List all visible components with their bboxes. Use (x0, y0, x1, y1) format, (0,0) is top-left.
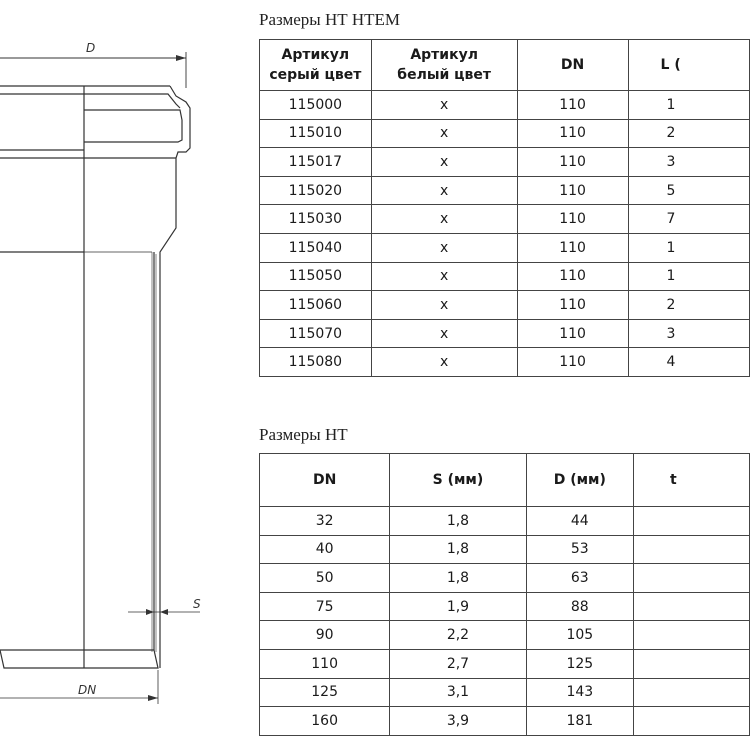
table2-cell: 1,8 (390, 564, 526, 593)
label-s: S (193, 597, 201, 611)
table1-cell: 110 (517, 348, 628, 377)
table1-cell: 110 (517, 262, 628, 291)
table-row (260, 205, 750, 234)
table1-cell: 1 (628, 262, 749, 291)
table1-header-l: L ( (628, 40, 749, 91)
table2-cell (633, 621, 749, 650)
table2-cell: 40 (260, 535, 390, 564)
table1-cell: x (371, 148, 517, 177)
table1-cell: 110 (517, 319, 628, 348)
table1-cell: 110 (517, 233, 628, 262)
pipe-drawing (0, 0, 250, 750)
table2-cell: 1,8 (390, 507, 526, 536)
table1-cell: 115050 (260, 262, 372, 291)
table-row (260, 564, 750, 593)
table1-cell: 115080 (260, 348, 372, 377)
table1-cell: x (371, 262, 517, 291)
table2-cell: 63 (526, 564, 633, 593)
table2-cell: 125 (260, 678, 390, 707)
table1-cell: x (371, 291, 517, 320)
table2-header-t: t (633, 454, 749, 507)
table2-cell: 53 (526, 535, 633, 564)
table2-cell: 105 (526, 621, 633, 650)
table2-cell: 3,1 (390, 678, 526, 707)
table2-cell (633, 507, 749, 536)
table-row (260, 535, 750, 564)
table-row (260, 176, 750, 205)
table1-cell: 115060 (260, 291, 372, 320)
table-row (260, 291, 750, 320)
table1-cell: x (371, 119, 517, 148)
table1-header-white-article: Артикул белый цвет (371, 40, 517, 91)
table1-cell: x (371, 348, 517, 377)
table1-cell: 115040 (260, 233, 372, 262)
table1-cell: 5 (628, 176, 749, 205)
table1-cell: x (371, 319, 517, 348)
table-row (260, 148, 750, 177)
table2-header-s: S (мм) (390, 454, 526, 507)
table2-caption: Размеры НТ (259, 425, 348, 444)
table1-cell: x (371, 205, 517, 234)
table-row (260, 707, 750, 736)
table1-cell: x (371, 233, 517, 262)
table-row (260, 592, 750, 621)
table1-header-dn: DN (517, 40, 628, 91)
table2-cell: 90 (260, 621, 390, 650)
table-row (260, 507, 750, 536)
table1-cell: 110 (517, 205, 628, 234)
table2-cell (633, 649, 749, 678)
label-d: D (86, 41, 96, 55)
table2-cell: 1,9 (390, 592, 526, 621)
table-row (260, 678, 750, 707)
table1-cell: 115010 (260, 119, 372, 148)
table1-cell: 110 (517, 119, 628, 148)
table1-cell: 1 (628, 233, 749, 262)
table2-cell: 1,8 (390, 535, 526, 564)
table2-cell: 143 (526, 678, 633, 707)
table-row (260, 649, 750, 678)
table2-cell (633, 535, 749, 564)
table1-cell: 110 (517, 176, 628, 205)
table1-cell: 115020 (260, 176, 372, 205)
table1-cell: 110 (517, 291, 628, 320)
table1-cell: 110 (517, 148, 628, 177)
table1-cell: 115070 (260, 319, 372, 348)
table2-cell: 2,2 (390, 621, 526, 650)
table2-cell: 3,9 (390, 707, 526, 736)
table2-cell: 44 (526, 507, 633, 536)
table2-cell: 50 (260, 564, 390, 593)
table1-cell: 3 (628, 148, 749, 177)
table1-cell: 2 (628, 119, 749, 148)
table2-cell: 110 (260, 649, 390, 678)
table2-cell (633, 564, 749, 593)
table2-header-dn: DN (260, 454, 390, 507)
table2-cell: 2,7 (390, 649, 526, 678)
table2-cell: 160 (260, 707, 390, 736)
table1-cell: 4 (628, 348, 749, 377)
table1-cell: 115000 (260, 91, 372, 120)
table1-header-gray-article: Артикул серый цвет (260, 40, 372, 91)
table1-cell: 115030 (260, 205, 372, 234)
table1 (259, 39, 750, 377)
table-row (260, 233, 750, 262)
table1-cell: x (371, 91, 517, 120)
table2-cell: 88 (526, 592, 633, 621)
table2-cell (633, 707, 749, 736)
table1-cell: 115017 (260, 148, 372, 177)
table2-cell: 75 (260, 592, 390, 621)
table-row (260, 621, 750, 650)
table1-cell: 3 (628, 319, 749, 348)
table-row (260, 262, 750, 291)
table2-cell (633, 678, 749, 707)
table2 (259, 453, 750, 736)
table1-cell: 110 (517, 91, 628, 120)
table2-cell: 181 (526, 707, 633, 736)
table1-caption: Размеры НТ НТЕМ (259, 10, 401, 29)
table1-cell: x (371, 176, 517, 205)
table1-cell: 7 (628, 205, 749, 234)
table-row (260, 91, 750, 120)
table-row (260, 319, 750, 348)
table2-cell (633, 592, 749, 621)
table2-header-d: D (мм) (526, 454, 633, 507)
table2-cell: 125 (526, 649, 633, 678)
table-row (260, 348, 750, 377)
table2-cell: 32 (260, 507, 390, 536)
table1-cell: 2 (628, 291, 749, 320)
table1-cell: 1 (628, 91, 749, 120)
table-row (260, 119, 750, 148)
label-dn: DN (78, 683, 97, 697)
